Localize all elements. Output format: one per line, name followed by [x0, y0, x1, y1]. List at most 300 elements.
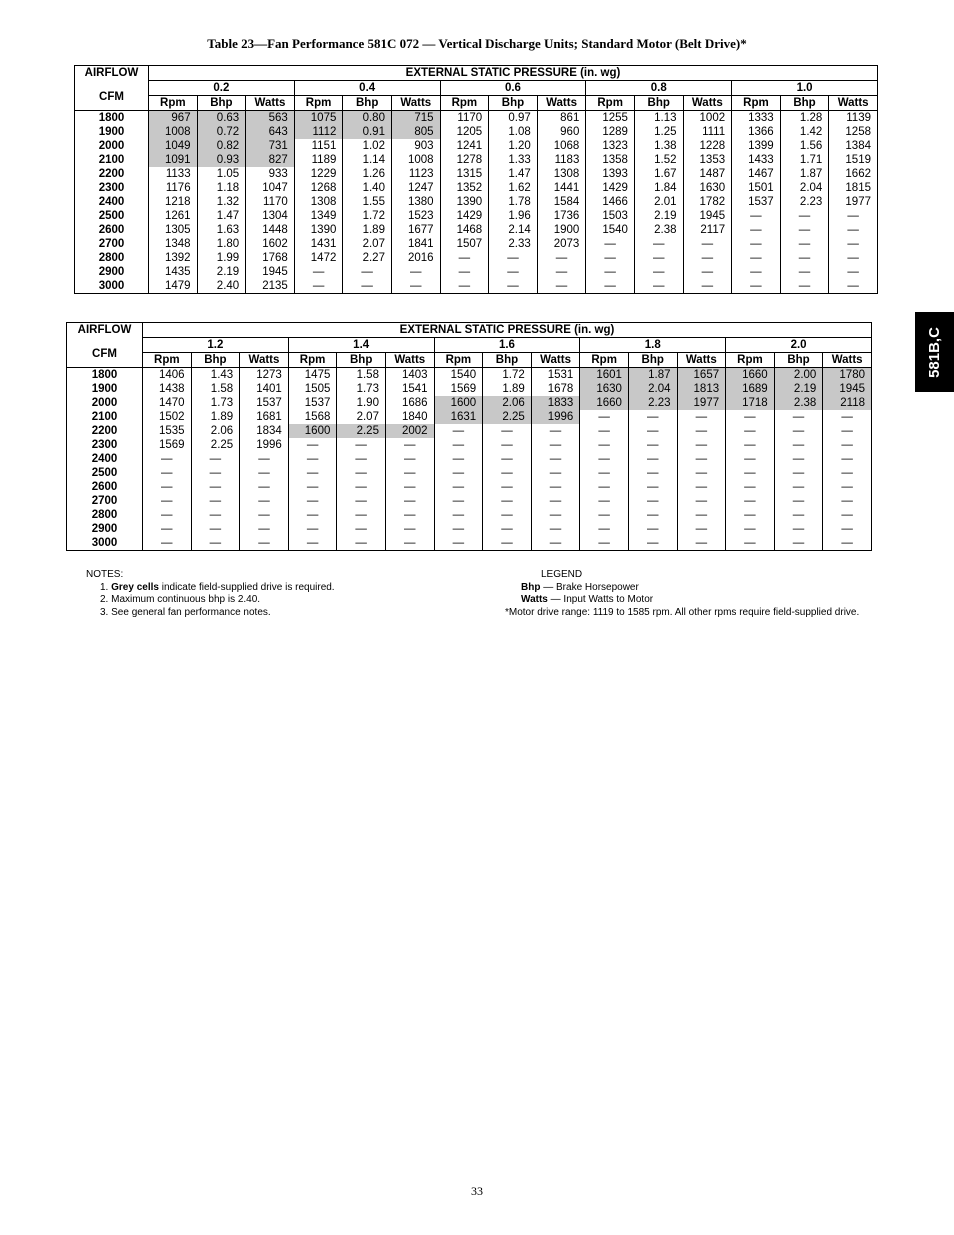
data-cell: —	[580, 536, 629, 551]
data-cell: 1390	[294, 223, 343, 237]
data-cell: —	[677, 480, 726, 494]
data-cell: —	[780, 223, 829, 237]
data-cell: 1.89	[483, 382, 532, 396]
data-cell: —	[143, 452, 192, 466]
sub-header-rpm: Rpm	[288, 353, 337, 368]
data-cell: 2.33	[489, 237, 538, 251]
table-row	[67, 382, 872, 396]
data-cell: —	[732, 209, 781, 223]
cfm-cell: 3000	[67, 536, 143, 551]
data-cell: —	[823, 424, 872, 438]
data-cell: 960	[537, 125, 586, 139]
data-cell: 1441	[537, 181, 586, 195]
legend-block	[505, 569, 859, 619]
data-cell: —	[829, 237, 878, 251]
data-cell: —	[726, 522, 775, 536]
cfm-label: CFM	[92, 348, 117, 360]
data-cell: 1602	[246, 237, 295, 251]
data-cell: —	[191, 466, 240, 480]
note-2: 2. Maximum continuous bhp is 2.40.	[100, 594, 261, 605]
data-cell: 1.72	[483, 368, 532, 383]
legend-watts	[505, 594, 859, 607]
data-cell: 1273	[240, 368, 289, 383]
data-cell: 1841	[391, 237, 440, 251]
notes-block	[86, 569, 335, 619]
table-row	[75, 139, 878, 153]
data-cell: —	[586, 279, 635, 294]
data-cell: 1123	[391, 167, 440, 181]
data-cell: —	[726, 466, 775, 480]
data-cell: 1002	[683, 111, 732, 126]
data-cell: 1813	[677, 382, 726, 396]
data-cell: 1568	[288, 410, 337, 424]
data-cell: 1.08	[489, 125, 538, 139]
cfm-cell: 2100	[75, 153, 149, 167]
data-cell: 2.04	[628, 382, 677, 396]
data-cell: —	[677, 494, 726, 508]
data-cell: 805	[391, 125, 440, 139]
note-1-text: indicate field-supplied drive is required.	[161, 581, 335, 593]
data-cell: —	[628, 438, 677, 452]
data-cell: 1349	[294, 209, 343, 223]
data-cell: 1.63	[197, 223, 246, 237]
table-row	[75, 111, 878, 126]
table-row	[67, 536, 872, 551]
data-cell: —	[483, 424, 532, 438]
data-cell: 2.19	[634, 209, 683, 223]
data-cell: 1112	[294, 125, 343, 139]
pressure-header: 0.8	[586, 81, 732, 96]
cfm-cell: 2200	[67, 424, 143, 438]
table-row	[75, 153, 878, 167]
data-cell: 1.80	[197, 237, 246, 251]
legend-watts-def: — Input Watts to Motor	[550, 594, 654, 605]
data-cell: —	[683, 265, 732, 279]
table-row	[67, 396, 872, 410]
data-cell: 1305	[149, 223, 198, 237]
data-cell: 1.47	[489, 167, 538, 181]
data-cell: —	[531, 424, 580, 438]
data-cell: —	[434, 536, 483, 551]
data-cell: 1403	[385, 368, 434, 383]
data-cell: 1228	[683, 139, 732, 153]
data-cell: 1401	[240, 382, 289, 396]
data-cell: —	[343, 279, 392, 294]
data-cell: —	[726, 536, 775, 551]
table-row	[67, 494, 872, 508]
data-cell: 0.93	[197, 153, 246, 167]
data-cell: 0.97	[489, 111, 538, 126]
cfm-cell: 2400	[75, 195, 149, 209]
sub-header-bhp: Bhp	[780, 96, 829, 111]
data-cell: 1502	[143, 410, 192, 424]
data-cell: 1678	[531, 382, 580, 396]
table-row	[75, 125, 878, 139]
data-cell: 2.25	[191, 438, 240, 452]
airflow-cfm-header	[67, 323, 143, 368]
data-cell: 1008	[391, 153, 440, 167]
data-cell: —	[829, 223, 878, 237]
data-cell: —	[385, 480, 434, 494]
data-cell: —	[391, 265, 440, 279]
airflow-label: AIRFLOW	[84, 67, 139, 79]
data-cell: —	[774, 466, 823, 480]
data-cell: —	[288, 438, 337, 452]
data-cell: 0.91	[343, 125, 392, 139]
data-cell: —	[628, 466, 677, 480]
data-cell: —	[823, 522, 872, 536]
data-cell: 1047	[246, 181, 295, 195]
data-cell: —	[385, 508, 434, 522]
data-cell: 1472	[294, 251, 343, 265]
data-cell: —	[385, 466, 434, 480]
data-cell: 1353	[683, 153, 732, 167]
data-cell: —	[732, 265, 781, 279]
data-cell: —	[726, 494, 775, 508]
data-cell: —	[240, 508, 289, 522]
table-row	[75, 237, 878, 251]
sub-header-watts: Watts	[677, 353, 726, 368]
data-cell: —	[774, 508, 823, 522]
cfm-cell: 2300	[67, 438, 143, 452]
data-cell: 1.47	[197, 209, 246, 223]
data-cell: —	[191, 494, 240, 508]
data-cell: —	[580, 522, 629, 536]
data-cell: 1.28	[780, 111, 829, 126]
data-cell: 1736	[537, 209, 586, 223]
data-cell: 1435	[149, 265, 198, 279]
data-cell: —	[580, 410, 629, 424]
data-cell: —	[143, 522, 192, 536]
data-cell: —	[726, 452, 775, 466]
data-cell: 1111	[683, 125, 732, 139]
data-cell: —	[823, 480, 872, 494]
esp-header: EXTERNAL STATIC PRESSURE (in. wg)	[143, 323, 872, 338]
data-cell: —	[434, 438, 483, 452]
sub-header-rpm: Rpm	[726, 353, 775, 368]
data-cell: 1600	[434, 396, 483, 410]
data-cell: 1.18	[197, 181, 246, 195]
data-cell: 1380	[391, 195, 440, 209]
table-body	[75, 111, 878, 294]
cfm-cell: 1900	[75, 125, 149, 139]
data-cell: —	[726, 508, 775, 522]
table-row	[67, 410, 872, 424]
data-cell: 1.05	[197, 167, 246, 181]
data-cell: —	[531, 452, 580, 466]
data-cell: 1657	[677, 368, 726, 383]
data-cell: 2.38	[634, 223, 683, 237]
data-cell: 1.78	[489, 195, 538, 209]
data-cell: 1.26	[343, 167, 392, 181]
data-cell: —	[823, 438, 872, 452]
data-cell: 1333	[732, 111, 781, 126]
data-cell: 1.56	[780, 139, 829, 153]
data-cell: —	[823, 410, 872, 424]
pressure-header: 0.6	[440, 81, 586, 96]
data-cell: 1229	[294, 167, 343, 181]
data-cell: 1323	[586, 139, 635, 153]
data-cell: 1537	[732, 195, 781, 209]
data-cell: 1584	[537, 195, 586, 209]
data-cell: 2135	[246, 279, 295, 294]
data-cell: 0.80	[343, 111, 392, 126]
data-cell: 1.89	[343, 223, 392, 237]
cfm-cell: 2000	[67, 396, 143, 410]
data-cell: 1996	[531, 410, 580, 424]
data-cell: 1501	[732, 181, 781, 195]
data-cell: —	[726, 438, 775, 452]
table-row	[75, 167, 878, 181]
data-cell: 1945	[823, 382, 872, 396]
data-cell: —	[634, 237, 683, 251]
data-cell: 2.01	[634, 195, 683, 209]
data-cell: —	[774, 522, 823, 536]
data-cell: 2.40	[197, 279, 246, 294]
data-cell: —	[337, 438, 386, 452]
pressure-header: 0.4	[294, 81, 440, 96]
sub-header-rpm: Rpm	[440, 96, 489, 111]
data-cell: 1183	[537, 153, 586, 167]
data-cell: 1.71	[780, 153, 829, 167]
data-cell: 1600	[288, 424, 337, 438]
sub-header-bhp: Bhp	[337, 353, 386, 368]
data-cell: —	[683, 237, 732, 251]
data-cell: —	[537, 251, 586, 265]
esp-header: EXTERNAL STATIC PRESSURE (in. wg)	[149, 66, 878, 81]
cfm-cell: 3000	[75, 279, 149, 294]
data-cell: 1268	[294, 181, 343, 195]
data-cell: 2.14	[489, 223, 538, 237]
data-cell: 1068	[537, 139, 586, 153]
data-cell: —	[483, 438, 532, 452]
data-cell: —	[531, 522, 580, 536]
sub-header-rpm: Rpm	[143, 353, 192, 368]
data-cell: —	[580, 438, 629, 452]
data-cell: 1218	[149, 195, 198, 209]
data-cell: —	[483, 494, 532, 508]
fan-performance-table-high-pressure	[66, 322, 872, 551]
data-cell: —	[483, 480, 532, 494]
pressure-header-row	[67, 338, 872, 353]
data-cell: 1.14	[343, 153, 392, 167]
data-cell: —	[288, 522, 337, 536]
cfm-cell: 2500	[75, 209, 149, 223]
sub-header-watts: Watts	[537, 96, 586, 111]
data-cell: 1507	[440, 237, 489, 251]
legend-watts-term: Watts	[521, 594, 548, 605]
data-cell: —	[677, 410, 726, 424]
data-cell: 715	[391, 111, 440, 126]
data-cell: —	[774, 480, 823, 494]
data-cell: 1660	[726, 368, 775, 383]
table-row	[75, 251, 878, 265]
fan-performance-table-low-pressure	[74, 65, 878, 294]
data-cell: —	[774, 494, 823, 508]
data-cell: 2.07	[337, 410, 386, 424]
data-cell: —	[483, 536, 532, 551]
table-title: Table 23—Fan Performance 581C 072 — Vertical Discharge Units; Standard Motor (Belt Drive)*	[207, 36, 747, 51]
data-cell: 1535	[143, 424, 192, 438]
sub-header-bhp: Bhp	[343, 96, 392, 111]
sub-header-bhp: Bhp	[483, 353, 532, 368]
data-cell: —	[537, 265, 586, 279]
data-cell: —	[483, 452, 532, 466]
sub-header-bhp: Bhp	[634, 96, 683, 111]
data-cell: 1.87	[780, 167, 829, 181]
data-cell: —	[337, 522, 386, 536]
table-row	[75, 181, 878, 195]
data-cell: 1352	[440, 181, 489, 195]
cfm-cell: 2300	[75, 181, 149, 195]
data-cell: —	[586, 265, 635, 279]
data-cell: 1.42	[780, 125, 829, 139]
data-cell: 1.87	[628, 368, 677, 383]
data-cell: 0.63	[197, 111, 246, 126]
data-cell: 1945	[246, 265, 295, 279]
data-cell: 1631	[434, 410, 483, 424]
data-cell: —	[240, 452, 289, 466]
cfm-label: CFM	[99, 91, 124, 103]
data-cell: 2.00	[774, 368, 823, 383]
data-cell: 1393	[586, 167, 635, 181]
data-cell: 1255	[586, 111, 635, 126]
cfm-cell: 2700	[67, 494, 143, 508]
data-cell: 1448	[246, 223, 295, 237]
data-cell: 1523	[391, 209, 440, 223]
data-cell: —	[726, 480, 775, 494]
data-cell: —	[531, 480, 580, 494]
data-cell: —	[677, 466, 726, 480]
notes-heading: NOTES:	[86, 569, 124, 580]
data-cell: 2118	[823, 396, 872, 410]
data-cell: 1.32	[197, 195, 246, 209]
data-cell: 1049	[149, 139, 198, 153]
table-row	[75, 223, 878, 237]
cfm-cell: 2800	[67, 508, 143, 522]
data-cell: 1470	[143, 396, 192, 410]
data-cell: —	[586, 251, 635, 265]
data-cell: 1075	[294, 111, 343, 126]
pressure-header-row	[75, 81, 878, 96]
data-cell: —	[434, 508, 483, 522]
data-cell: 1.25	[634, 125, 683, 139]
data-cell: 1900	[537, 223, 586, 237]
data-cell: 1.52	[634, 153, 683, 167]
data-cell: —	[343, 265, 392, 279]
data-cell: 1.96	[489, 209, 538, 223]
data-cell: —	[531, 466, 580, 480]
cfm-cell: 2600	[75, 223, 149, 237]
data-cell: 2.25	[483, 410, 532, 424]
pressure-header: 1.0	[732, 81, 878, 96]
data-cell: 2117	[683, 223, 732, 237]
data-cell: 1.38	[634, 139, 683, 153]
pressure-header: 1.8	[580, 338, 726, 353]
data-cell: —	[580, 466, 629, 480]
data-cell: 1531	[531, 368, 580, 383]
data-cell: 1348	[149, 237, 198, 251]
data-cell: —	[829, 251, 878, 265]
data-cell: 1.55	[343, 195, 392, 209]
data-cell: —	[628, 536, 677, 551]
data-cell: —	[288, 494, 337, 508]
data-cell: 1.58	[337, 368, 386, 383]
data-cell: 1540	[434, 368, 483, 383]
data-cell: 1630	[683, 181, 732, 195]
data-cell: 1467	[732, 167, 781, 181]
data-cell: —	[531, 536, 580, 551]
data-cell: 1390	[440, 195, 489, 209]
data-cell: —	[191, 522, 240, 536]
data-cell: —	[385, 494, 434, 508]
data-cell: 1466	[586, 195, 635, 209]
data-cell: —	[823, 494, 872, 508]
data-cell: 1833	[531, 396, 580, 410]
sub-header-bhp: Bhp	[191, 353, 240, 368]
data-cell: 1258	[829, 125, 878, 139]
data-cell: —	[337, 452, 386, 466]
cfm-cell: 2500	[67, 466, 143, 480]
data-cell: 1718	[726, 396, 775, 410]
data-cell: —	[337, 466, 386, 480]
table-row	[67, 480, 872, 494]
side-tab-label: 581B,C	[926, 326, 944, 378]
data-cell: 1366	[732, 125, 781, 139]
data-cell: 1479	[149, 279, 198, 294]
data-cell: —	[628, 480, 677, 494]
data-cell: 1487	[683, 167, 732, 181]
sub-header-rpm: Rpm	[294, 96, 343, 111]
data-cell: —	[774, 536, 823, 551]
data-cell: —	[391, 279, 440, 294]
airflow-cfm-header	[75, 66, 149, 111]
data-cell: 1630	[580, 382, 629, 396]
sub-header-watts: Watts	[240, 353, 289, 368]
data-cell: —	[732, 223, 781, 237]
data-cell: 1.72	[343, 209, 392, 223]
data-cell: —	[337, 480, 386, 494]
table-row	[67, 424, 872, 438]
data-cell: 1660	[580, 396, 629, 410]
data-cell: 1.67	[634, 167, 683, 181]
data-cell: 1540	[586, 223, 635, 237]
data-cell: 2.19	[197, 265, 246, 279]
data-cell: 903	[391, 139, 440, 153]
data-cell: 2.06	[483, 396, 532, 410]
sub-header-rpm: Rpm	[580, 353, 629, 368]
data-cell: —	[774, 452, 823, 466]
data-cell: —	[288, 452, 337, 466]
data-cell: —	[288, 508, 337, 522]
pressure-header: 1.2	[143, 338, 289, 353]
data-cell: —	[440, 279, 489, 294]
cfm-cell: 2900	[67, 522, 143, 536]
data-cell: 1977	[829, 195, 878, 209]
data-cell: 1406	[143, 368, 192, 383]
data-cell: 1.40	[343, 181, 392, 195]
sub-header-row	[67, 353, 872, 368]
data-cell: 1768	[246, 251, 295, 265]
data-cell: —	[829, 265, 878, 279]
data-cell: 933	[246, 167, 295, 181]
data-cell: 1834	[240, 424, 289, 438]
cfm-cell: 2000	[75, 139, 149, 153]
data-cell: 1.73	[337, 382, 386, 396]
data-cell: 2.19	[774, 382, 823, 396]
data-cell: —	[580, 494, 629, 508]
data-cell: —	[240, 466, 289, 480]
